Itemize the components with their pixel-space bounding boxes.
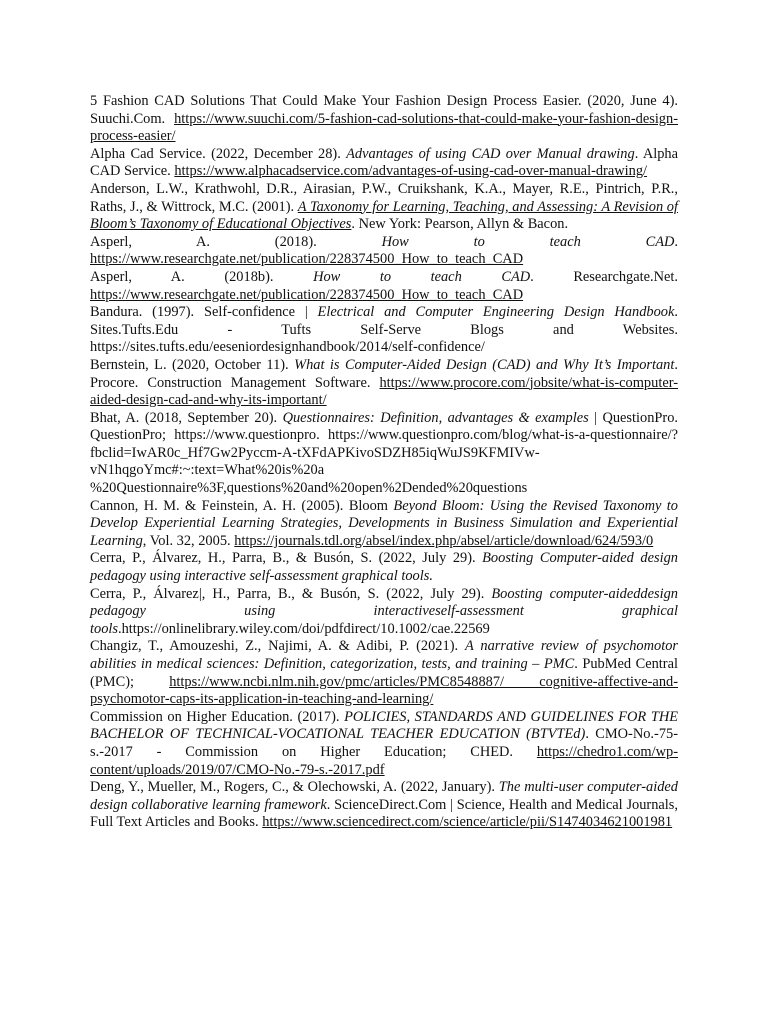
reference-text: Cannon, H. M. & Feinstein, A. H. (2005). Bloom bbox=[90, 497, 394, 514]
reference-entry bbox=[90, 234, 678, 269]
reference-link[interactable]: https://journals.tdl.org/absel/index.php/absel/article/download/624/593/0 bbox=[234, 532, 654, 549]
reference-text: A narrative review of psychomotor abilities in medical sciences: Definition, categorization, tests, and training – PMC bbox=[90, 638, 679, 672]
reference-link[interactable]: https://www.researchgate.net/publication/228374500_How_to_teach_CAD bbox=[90, 251, 524, 268]
reference-link[interactable]: https://www.sciencedirect.com/science/article/pii/S1474034621001981 bbox=[262, 814, 673, 831]
reference-text: POLICIES, STANDARDS AND GUIDELINES FOR THE BACHELOR OF TECHNICAL-VOCATIONAL TEACHER EDUCATION (BTVTEd) bbox=[90, 708, 679, 743]
reference-link[interactable]: https://www.procore.com/jobsite/what-is-computer-aided-design-cad-and-why-its-important/ bbox=[90, 374, 678, 409]
reference-text: . CMO-No.-75-s.-2017 - Commission on Higher Education; CHED. bbox=[90, 726, 678, 760]
reference-entry bbox=[90, 779, 678, 832]
reference-text: Alpha Cad Service. (2022, December 28). bbox=[90, 145, 347, 162]
reference-text: Commission on Higher Education. (2017). bbox=[90, 708, 345, 725]
reference-text: | QuestionPro. QuestionPro; https://www.questionpro. https://www.questionpro.com/blog/what-is-a-questionnaire/?fbclid=IwAR0c_Hf7Gw2Pyccm-A-tXFdAPKivoSDZH85iqWuJS9KFMIVw-vN1hqgoYmc#:~:text=What%20is%20a %20Questionnaire%3F,questions%20and%20open%2Dended%20questions bbox=[90, 409, 678, 497]
reference-text: How to teach CAD bbox=[313, 268, 531, 285]
reference-text: 5 Fashion CAD Solutions That Could Make Your Fashion Design Process Easier. (2020, June 4). Suuchi.Com. bbox=[90, 93, 678, 127]
reference-text: . New York: Pearson, Allyn & Bacon. bbox=[351, 216, 569, 233]
reference-entry bbox=[90, 304, 678, 357]
reference-text: . bbox=[674, 233, 678, 250]
reference-text: Bandura. (1997). Self-confidence | bbox=[90, 304, 318, 321]
reference-text: . PubMed Central (PMC); bbox=[90, 656, 678, 690]
reference-text: . Sites.Tufts.Edu - Tufts Self-Serve Blogs and Websites. https://sites.tufts.edu/eeseniordesignhandbook/2014/self-confidence/ bbox=[90, 304, 678, 356]
reference-text: Bernstein, L. (2020, October 11). bbox=[90, 356, 295, 373]
reference-text: Boosting computer-aideddesign pedagogy using interactiveself-assessment graphical tools bbox=[90, 585, 679, 637]
reference-text: . Researchgate.Net. bbox=[530, 268, 678, 285]
reference-text: Boosting Computer-aided design pedagogy using interactive self-assessment graphical tools. bbox=[90, 550, 678, 585]
reference-link[interactable]: https://chedro1.com/wp-content/uploads/2019/07/CMO-No.-79-s.-2017.pdf bbox=[90, 743, 678, 778]
reference-text: Deng, Y., Mueller, M., Rogers, C., & Olechowski, A. (2022, January). bbox=[90, 779, 499, 796]
reference-text: . Alpha CAD Service. bbox=[90, 145, 678, 180]
reference-entry bbox=[90, 181, 678, 234]
reference-text: Questionnaires: Definition, advantages & examples bbox=[282, 409, 589, 426]
reference-entry bbox=[90, 638, 678, 708]
reference-text: Changiz, T., Amouzeshi, Z., Najimi, A. & Adibi, P. (2021). bbox=[90, 638, 465, 655]
reference-entry bbox=[90, 550, 678, 585]
reference-text: Bhat, A. (2018, September 20). bbox=[90, 409, 283, 426]
reference-text: Cerra, P., Álvarez|, H., Parra, B., & Busón, S. (2022, July 29). bbox=[90, 585, 492, 602]
reference-link[interactable]: https://www.ncbi.nlm.nih.gov/pmc/articles/PMC8548887/ cognitive-affective-and-psychomotor-caps-its-application-in-teaching-and-learning/ bbox=[90, 673, 678, 708]
reference-entry bbox=[90, 709, 678, 779]
reference-text: . ScienceDirect.Com | Science, Health and Medical Journals, Full Text Articles and Books. bbox=[90, 796, 679, 831]
reference-text: Anderson, L.W., Krathwohl, D.R., Airasian, P.W., Cruikshank, K.A., Mayer, R.E., Pintrich, P.R., Raths, J., & Wittrock, M.C. (2001). bbox=[90, 180, 678, 215]
reference-entry bbox=[90, 93, 678, 146]
reference-text: Asperl, A. (2018). bbox=[90, 233, 382, 250]
reference-text: What is Computer-Aided Design (CAD) and Why It’s Important bbox=[294, 356, 675, 373]
reference-entry bbox=[90, 498, 678, 551]
reference-text: A Taxonomy for Learning, Teaching, and Assessing: A Revision of Bloom’s Taxonomy of Educational Objectives bbox=[90, 198, 678, 233]
reference-entry bbox=[90, 357, 678, 410]
reference-text: The multi-user computer-aided design collaborative learning framework bbox=[90, 779, 678, 813]
reference-text: . Procore. Construction Management Software. bbox=[90, 356, 678, 391]
reference-text: How to teach CAD bbox=[381, 233, 675, 250]
reference-entry bbox=[90, 269, 678, 304]
reference-text: Asperl, A. (2018b). bbox=[90, 268, 314, 285]
reference-entry bbox=[90, 146, 678, 181]
reference-text: Advantages of using CAD over Manual drawing bbox=[346, 145, 635, 162]
reference-link[interactable]: https://www.researchgate.net/publication/228374500_How_to_teach_CAD bbox=[90, 286, 524, 303]
reference-text: , Vol. 32, 2005. bbox=[142, 532, 235, 549]
reference-entry bbox=[90, 586, 678, 639]
reference-text: .https://onlinelibrary.wiley.com/doi/pdfdirect/10.1002/cae.22569 bbox=[118, 620, 490, 637]
reference-list bbox=[90, 93, 678, 832]
reference-entry bbox=[90, 410, 678, 498]
reference-text: Cerra, P., Álvarez, H., Parra, B., & Busón, S. (2022, July 29). bbox=[90, 550, 483, 567]
reference-link[interactable]: https://www.suuchi.com/5-fashion-cad-solutions-that-could-make-your-fashion-design-process-easier/ bbox=[90, 110, 678, 145]
reference-link[interactable]: https://www.alphacadservice.com/advantages-of-using-cad-over-manual-drawing/ bbox=[174, 163, 648, 180]
reference-text: Beyond Bloom: Using the Revised Taxonomy to Develop Experiential Learning Strategies, Developments in Business Simulation and Experiential Learning bbox=[90, 497, 678, 549]
reference-text: Electrical and Computer Engineering Design Handbook bbox=[317, 304, 675, 321]
